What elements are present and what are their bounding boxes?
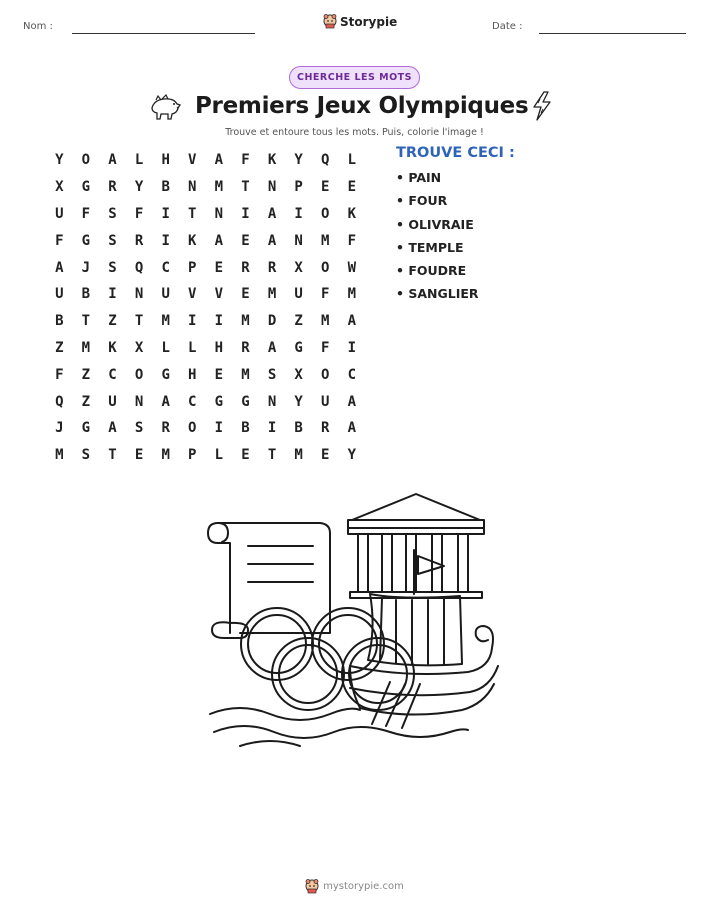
- grid-cell[interactable]: R: [241, 339, 250, 356]
- grid-cell[interactable]: R: [134, 232, 144, 249]
- header: [0, 0, 709, 40]
- grid-cell[interactable]: S: [134, 420, 144, 437]
- grid-cell[interactable]: I: [214, 313, 224, 330]
- word-item: • SANGLIER: [396, 286, 479, 302]
- grid-cell[interactable]: J: [55, 420, 64, 437]
- grid-cell[interactable]: F: [134, 205, 144, 222]
- grid-cell[interactable]: B: [241, 420, 250, 437]
- scroll-icon: [208, 523, 330, 638]
- grid-row: [46, 227, 365, 254]
- grid-cell[interactable]: T: [81, 313, 91, 330]
- grid-cell[interactable]: K: [108, 339, 117, 356]
- grid-cell[interactable]: M: [161, 447, 170, 464]
- olympic-coloring-illustration: [200, 488, 510, 753]
- word-list: [396, 145, 515, 310]
- grid-cell[interactable]: Y: [294, 152, 303, 169]
- grid-cell[interactable]: L: [161, 339, 170, 356]
- grid-cell[interactable]: Q: [134, 259, 144, 276]
- grid-cell[interactable]: I: [294, 205, 303, 222]
- grid-cell[interactable]: B: [55, 313, 64, 330]
- grid-cell[interactable]: G: [161, 366, 170, 383]
- grid-cell[interactable]: I: [347, 339, 357, 356]
- grid-cell[interactable]: G: [214, 393, 224, 410]
- grid-cell[interactable]: A: [108, 152, 117, 169]
- grid-cell[interactable]: M: [294, 447, 303, 464]
- grid-cell[interactable]: R: [267, 259, 277, 276]
- grid-row: [46, 201, 365, 228]
- grid-row: [46, 174, 365, 201]
- grid-cell[interactable]: I: [161, 205, 170, 222]
- grid-cell[interactable]: A: [214, 232, 224, 249]
- grid-cell[interactable]: T: [188, 205, 197, 222]
- name-label: Nom :: [23, 21, 53, 32]
- grid-cell[interactable]: M: [241, 366, 250, 383]
- grid-cell[interactable]: G: [294, 339, 303, 356]
- grid-cell[interactable]: L: [188, 339, 197, 356]
- grid-cell[interactable]: M: [321, 313, 330, 330]
- grid-cell[interactable]: O: [321, 259, 330, 276]
- grid-cell[interactable]: E: [134, 447, 144, 464]
- grid-cell[interactable]: A: [347, 393, 357, 410]
- grid-cell[interactable]: F: [55, 366, 64, 383]
- grid-cell[interactable]: C: [188, 393, 197, 410]
- grid-row: [46, 335, 365, 362]
- grid-cell[interactable]: Z: [108, 313, 117, 330]
- footer: [0, 879, 709, 894]
- storypie-mascot-icon: [323, 14, 337, 29]
- grid-cell[interactable]: I: [241, 205, 250, 222]
- grid-cell[interactable]: Z: [81, 393, 91, 410]
- date-label: Date :: [492, 21, 523, 32]
- word-item: • OLIVRAIE: [396, 216, 474, 232]
- grid-cell[interactable]: S: [108, 205, 117, 222]
- grid-cell[interactable]: H: [188, 366, 197, 383]
- grid-cell[interactable]: S: [267, 366, 277, 383]
- grid-cell[interactable]: O: [134, 366, 144, 383]
- grid-cell[interactable]: N: [188, 179, 197, 196]
- grid-cell[interactable]: E: [241, 286, 250, 303]
- grid-cell[interactable]: S: [81, 447, 91, 464]
- olympic-rings-icon: [241, 608, 414, 710]
- name-field[interactable]: [72, 33, 255, 34]
- grid-cell[interactable]: Z: [81, 366, 91, 383]
- grid-cell[interactable]: M: [161, 313, 170, 330]
- grid-cell[interactable]: E: [214, 366, 224, 383]
- temple-icon: [348, 494, 484, 598]
- word-item: • FOUDRE: [396, 263, 467, 279]
- grid-row: [46, 388, 365, 415]
- date-field[interactable]: [539, 33, 686, 34]
- grid-cell[interactable]: M: [214, 179, 224, 196]
- grid-cell[interactable]: N: [134, 286, 144, 303]
- grid-cell[interactable]: Y: [55, 152, 64, 169]
- grid-cell[interactable]: M: [55, 447, 64, 464]
- grid-cell[interactable]: S: [108, 259, 117, 276]
- grid-cell[interactable]: N: [134, 393, 144, 410]
- word-list-title: TROUVE CECI :: [396, 145, 515, 161]
- storypie-mascot-icon: [305, 879, 319, 894]
- grid-cell[interactable]: V: [214, 286, 224, 303]
- grid-cell[interactable]: P: [188, 447, 197, 464]
- grid-cell[interactable]: F: [347, 232, 357, 249]
- grid-cell[interactable]: A: [267, 232, 277, 249]
- grid-cell[interactable]: M: [267, 286, 277, 303]
- grid-cell[interactable]: I: [108, 286, 117, 303]
- grid-cell[interactable]: B: [81, 286, 91, 303]
- grid-cell[interactable]: M: [241, 313, 250, 330]
- grid-cell[interactable]: F: [321, 339, 330, 356]
- grid-cell[interactable]: R: [321, 420, 330, 437]
- grid-row: [46, 308, 365, 335]
- grid-cell[interactable]: K: [347, 205, 357, 222]
- grid-cell[interactable]: R: [241, 259, 250, 276]
- brand-name: Storypie: [340, 14, 398, 29]
- grid-cell[interactable]: H: [214, 339, 224, 356]
- grid-cell[interactable]: I: [188, 313, 197, 330]
- grid-cell[interactable]: J: [81, 259, 91, 276]
- grid-cell[interactable]: F: [81, 205, 91, 222]
- grid-cell[interactable]: W: [347, 259, 357, 276]
- grid-cell[interactable]: A: [347, 313, 357, 330]
- grid-cell[interactable]: G: [81, 420, 91, 437]
- grid-cell[interactable]: Q: [321, 152, 330, 169]
- grid-cell[interactable]: A: [267, 205, 277, 222]
- grid-cell[interactable]: E: [347, 179, 357, 196]
- instructions: Trouve et entoure tous les mots. Puis, colorie l'image !: [225, 127, 484, 138]
- grid-cell[interactable]: A: [347, 420, 357, 437]
- grid-cell[interactable]: L: [347, 152, 357, 169]
- grid-row: [46, 415, 365, 442]
- grid-cell[interactable]: S: [108, 232, 117, 249]
- grid-cell[interactable]: F: [321, 286, 330, 303]
- grid-cell[interactable]: Q: [55, 393, 64, 410]
- grid-cell[interactable]: Y: [134, 179, 144, 196]
- title-row: [0, 90, 709, 126]
- boar-icon: [148, 92, 182, 122]
- grid-row: [46, 442, 365, 469]
- grid-cell[interactable]: E: [321, 179, 330, 196]
- page-title: Premiers Jeux Olympiques: [195, 93, 529, 119]
- grid-cell[interactable]: C: [347, 366, 357, 383]
- grid-cell[interactable]: V: [188, 286, 197, 303]
- grid-cell[interactable]: X: [294, 366, 303, 383]
- grid-cell[interactable]: E: [214, 259, 224, 276]
- grid-cell[interactable]: A: [267, 339, 277, 356]
- word-item: • FOUR: [396, 193, 448, 209]
- grid-cell[interactable]: N: [294, 232, 303, 249]
- grid-cell[interactable]: T: [134, 313, 144, 330]
- grid-cell[interactable]: N: [214, 205, 224, 222]
- grid-cell[interactable]: E: [241, 232, 250, 249]
- grid-cell[interactable]: O: [321, 205, 330, 222]
- grid-cell[interactable]: K: [267, 152, 277, 169]
- grid-cell[interactable]: D: [267, 313, 277, 330]
- grid-cell[interactable]: F: [55, 232, 64, 249]
- grid-cell[interactable]: U: [294, 286, 303, 303]
- grid-cell[interactable]: N: [267, 179, 277, 196]
- grid-cell[interactable]: N: [267, 393, 277, 410]
- grid-cell[interactable]: E: [241, 447, 250, 464]
- grid-cell[interactable]: Y: [347, 447, 357, 464]
- grid-cell[interactable]: A: [161, 393, 170, 410]
- grid-cell[interactable]: X: [294, 259, 303, 276]
- grid-cell[interactable]: A: [108, 420, 117, 437]
- grid-cell[interactable]: I: [267, 420, 277, 437]
- grid-cell[interactable]: T: [267, 447, 277, 464]
- grid-row: [46, 254, 365, 281]
- grid-cell[interactable]: M: [347, 286, 357, 303]
- brand-logo: [323, 14, 397, 29]
- grid-cell[interactable]: P: [294, 179, 303, 196]
- lightning-bolt-icon: [531, 91, 553, 121]
- grid-cell[interactable]: X: [55, 179, 64, 196]
- grid-cell[interactable]: K: [188, 232, 197, 249]
- grid-cell[interactable]: T: [241, 179, 250, 196]
- grid-cell[interactable]: Z: [55, 339, 64, 356]
- grid-cell[interactable]: U: [55, 205, 64, 222]
- grid-cell[interactable]: A: [214, 152, 224, 169]
- grid-cell[interactable]: T: [108, 447, 117, 464]
- grid-cell[interactable]: A: [55, 259, 64, 276]
- word-item: • TEMPLE: [396, 239, 464, 255]
- grid-row: [46, 281, 365, 308]
- grid-cell[interactable]: L: [134, 152, 144, 169]
- grid-cell[interactable]: I: [214, 420, 224, 437]
- grid-cell[interactable]: U: [108, 393, 117, 410]
- grid-row: [46, 147, 365, 174]
- grid-cell[interactable]: V: [188, 152, 197, 169]
- footer-url: mystorypie.com: [323, 881, 404, 892]
- grid-cell[interactable]: P: [188, 259, 197, 276]
- grid-cell[interactable]: B: [161, 179, 170, 196]
- grid-cell[interactable]: I: [161, 232, 170, 249]
- word-item: • PAIN: [396, 170, 442, 185]
- grid-cell[interactable]: B: [294, 420, 303, 437]
- grid-cell[interactable]: R: [108, 179, 117, 196]
- grid-cell[interactable]: Y: [294, 393, 303, 410]
- grid-cell[interactable]: G: [81, 232, 91, 249]
- grid-cell[interactable]: G: [81, 179, 91, 196]
- grid-cell[interactable]: G: [241, 393, 250, 410]
- grid-cell[interactable]: E: [321, 447, 330, 464]
- grid-row: [46, 361, 365, 388]
- grid-cell[interactable]: Z: [294, 313, 303, 330]
- grid-cell[interactable]: X: [134, 339, 144, 356]
- grid-cell[interactable]: R: [161, 420, 170, 437]
- grid-cell[interactable]: U: [161, 286, 170, 303]
- grid-cell[interactable]: M: [321, 232, 330, 249]
- grid-cell[interactable]: M: [81, 339, 91, 356]
- grid-cell[interactable]: H: [161, 152, 170, 169]
- word-search-grid: [46, 147, 365, 469]
- grid-cell[interactable]: O: [321, 366, 330, 383]
- activity-badge: CHERCHE LES MOTS: [289, 66, 420, 89]
- grid-cell[interactable]: C: [108, 366, 117, 383]
- grid-cell[interactable]: L: [214, 447, 224, 464]
- grid-cell[interactable]: O: [81, 152, 91, 169]
- grid-cell[interactable]: C: [161, 259, 170, 276]
- grid-cell[interactable]: F: [241, 152, 250, 169]
- grid-cell[interactable]: O: [188, 420, 197, 437]
- grid-cell[interactable]: U: [55, 286, 64, 303]
- grid-cell[interactable]: U: [321, 393, 330, 410]
